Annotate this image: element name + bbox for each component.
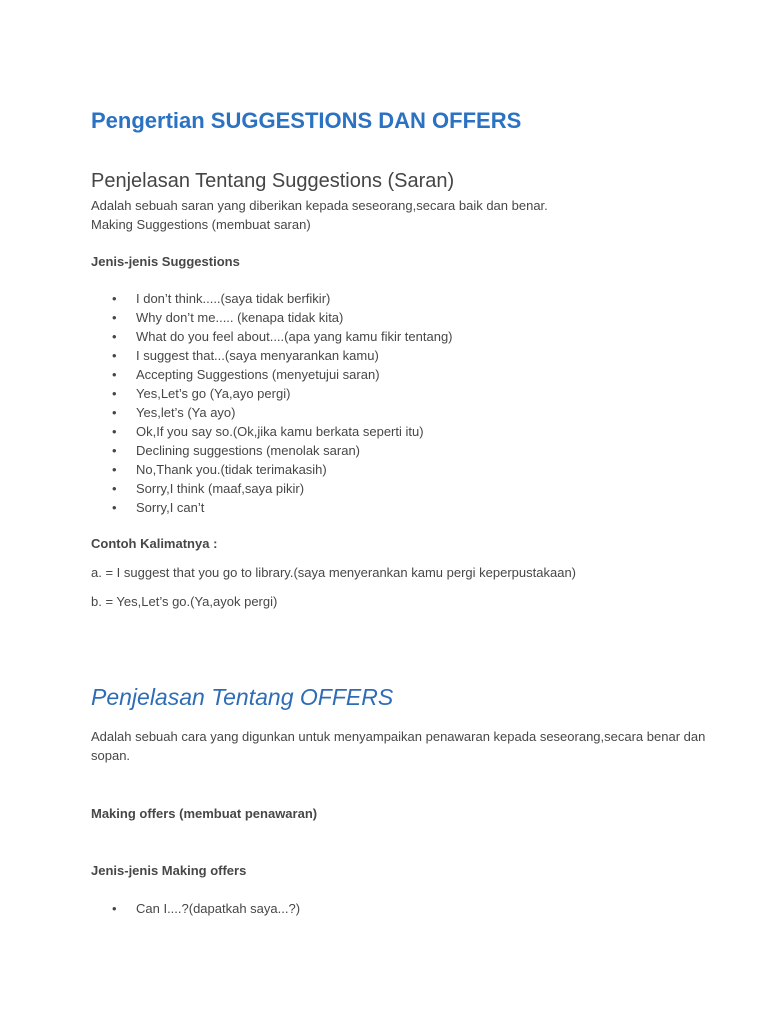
list-item xyxy=(112,384,453,403)
list-item-text: I don’t think.....(saya tidak berfikir) xyxy=(136,291,331,306)
list-item-text: Declining suggestions (menolak saran) xyxy=(136,443,361,458)
offers-intro-line1: Adalah sebuah cara yang digunkan untuk menyampaikan penawaran kepada seseorang,secara benar dan xyxy=(91,729,706,744)
list-item-text: Sorry,I can’t xyxy=(136,500,205,515)
list-item xyxy=(112,327,453,346)
list-item-text: Ok,If you say so.(Ok,jika kamu berkata seperti itu) xyxy=(136,424,424,439)
examples-heading: Contoh Kalimatnya : xyxy=(91,536,218,551)
suggestions-types-heading: Jenis-jenis Suggestions xyxy=(91,254,240,269)
list-item xyxy=(112,498,453,517)
suggestions-intro: Adalah sebuah saran yang diberikan kepada seseorang,secara baik dan benar. xyxy=(91,198,548,213)
list-item-text: No,Thank you.(tidak terimakasih) xyxy=(136,462,327,477)
suggestions-list xyxy=(112,289,453,517)
offers-list xyxy=(112,899,300,918)
making-suggestions: Making Suggestions (membuat saran) xyxy=(91,217,311,232)
bullet-icon: • xyxy=(112,291,117,306)
example-a: a. = I suggest that you go to library.(saya menyerankan kamu pergi keperpustakaan) xyxy=(91,565,576,580)
list-item-text: Can I....?(dapatkah saya...?) xyxy=(136,901,301,916)
list-item xyxy=(112,422,453,441)
bullet-icon: • xyxy=(112,901,117,916)
list-item-text: Why don’t me..... (kenapa tidak kita) xyxy=(136,310,344,325)
suggestions-heading: Penjelasan Tentang Suggestions (Saran) xyxy=(91,170,455,192)
list-item xyxy=(112,899,300,918)
list-item xyxy=(112,365,453,384)
list-item-text: Sorry,I think (maaf,saya pikir) xyxy=(136,481,305,496)
list-item xyxy=(112,346,453,365)
list-item xyxy=(112,308,453,327)
bullet-icon: • xyxy=(112,405,117,420)
bullet-icon: • xyxy=(112,329,117,344)
bullet-icon: • xyxy=(112,386,117,401)
bullet-icon: • xyxy=(112,424,117,439)
bullet-icon: • xyxy=(112,367,117,382)
bullet-icon: • xyxy=(112,500,117,515)
bullet-icon: • xyxy=(112,481,117,496)
list-item-text: I suggest that...(saya menyarankan kamu) xyxy=(136,348,379,363)
bullet-icon: • xyxy=(112,443,117,458)
list-item-text: What do you feel about....(apa yang kamu fikir tentang) xyxy=(136,329,453,344)
list-item-text: Yes,Let’s go (Ya,ayo pergi) xyxy=(136,386,291,401)
list-item xyxy=(112,479,453,498)
page-title: Pengertian SUGGESTIONS DAN OFFERS xyxy=(91,108,522,133)
making-offers: Making offers (membuat penawaran) xyxy=(91,806,318,821)
list-item xyxy=(112,441,453,460)
list-item xyxy=(112,403,453,422)
offers-types-heading: Jenis-jenis Making offers xyxy=(91,863,247,878)
list-item-text: Yes,let’s (Ya ayo) xyxy=(136,405,236,420)
list-item xyxy=(112,460,453,479)
bullet-icon: • xyxy=(112,310,117,325)
list-item xyxy=(112,289,453,308)
offers-heading: Penjelasan Tentang OFFERS xyxy=(91,684,394,710)
bullet-icon: • xyxy=(112,348,117,363)
list-item-text: Accepting Suggestions (menyetujui saran) xyxy=(136,367,380,382)
bullet-icon: • xyxy=(112,462,117,477)
offers-intro-line2: sopan. xyxy=(91,748,131,763)
example-b: b. = Yes,Let’s go.(Ya,ayok pergi) xyxy=(91,594,278,609)
